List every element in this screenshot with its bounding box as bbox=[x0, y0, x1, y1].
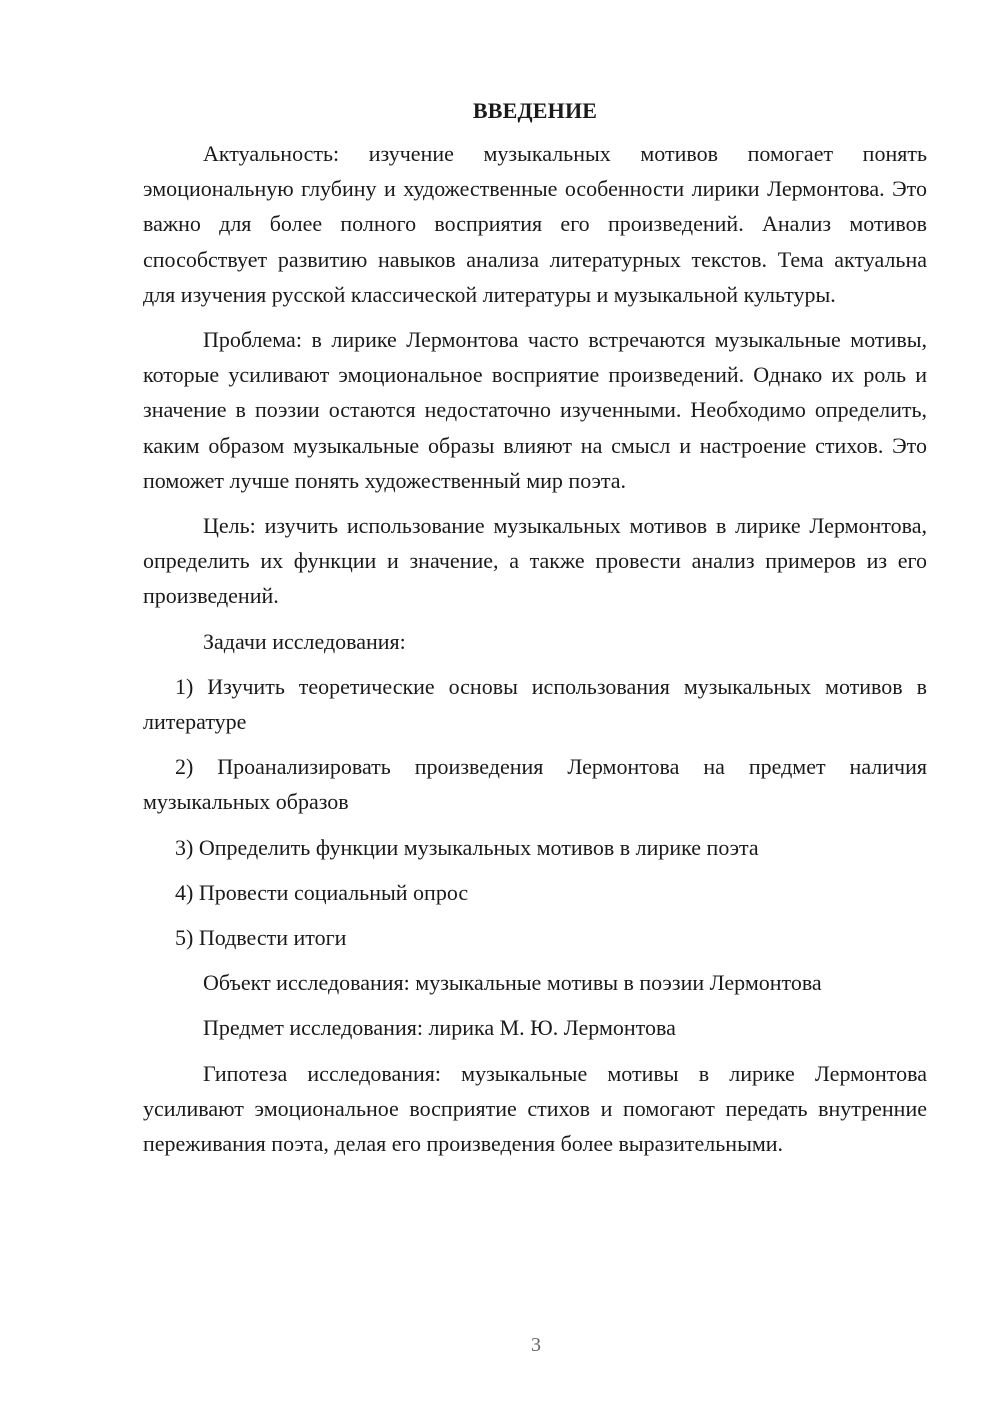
task-item: 4) Провести социальный опрос bbox=[175, 879, 469, 905]
object-paragraph: Объект исследования: музыкальные мотивы в поэзии Лермонтова bbox=[203, 970, 822, 996]
task-item: 1) Изучить теоретические основы использования музыкальных мотивов в литературе bbox=[143, 673, 927, 735]
document-page bbox=[143, 96, 927, 1171]
hypothesis-paragraph: Гипотеза исследования: музыкальные мотивы в лирике Лермонтова усиливают эмоциональное восприятие стихов и помогают передать внутренние переживания поэта, делая его произведения более выразительными. bbox=[143, 1060, 927, 1157]
task-item: 2) Проанализировать произведения Лермонтова на предмет наличия музыкальных образов bbox=[143, 754, 927, 815]
task-item: 3) Определить функции музыкальных мотивов в лирике поэта bbox=[175, 834, 759, 860]
tasks-heading: Задачи исследования: bbox=[203, 628, 406, 654]
relevance-paragraph: Актуальность: изучение музыкальных мотивов помогает понять эмоциональную глубину и художественные особенности лирики Лермонтова. Это важно для более полного восприятия его произведений. Анализ мотивов способствует развитию навыков анализа литературных текстов. Тема актуальна для изучения русской классической литературы и музыкальной культуры. bbox=[143, 141, 927, 307]
goal-paragraph: Цель: изучить использование музыкальных мотивов в лирике Лермонтова, определить их функции и значение, а также провести анализ примеров из его произведений. bbox=[143, 513, 927, 609]
problem-paragraph: Проблема: в лирике Лермонтова часто встречаются музыкальные мотивы, которые усиливают эмоциональное восприятие произведений. Однако их роль и значение в поэзии остаются недостаточно изученными. Необходимо определить, каким образом музыкальные образы влияют на смысл и настроение стихов. Это поможет лучше понять художественный мир поэта. bbox=[143, 327, 927, 493]
section-title: ВВЕДЕНИЕ bbox=[472, 98, 598, 123]
task-item: 5) Подвести итоги bbox=[175, 925, 347, 951]
page-number: 3 bbox=[531, 1334, 541, 1356]
tasks-list bbox=[143, 669, 927, 955]
subject-paragraph: Предмет исследования: лирика М. Ю. Лермонтова bbox=[203, 1015, 676, 1041]
